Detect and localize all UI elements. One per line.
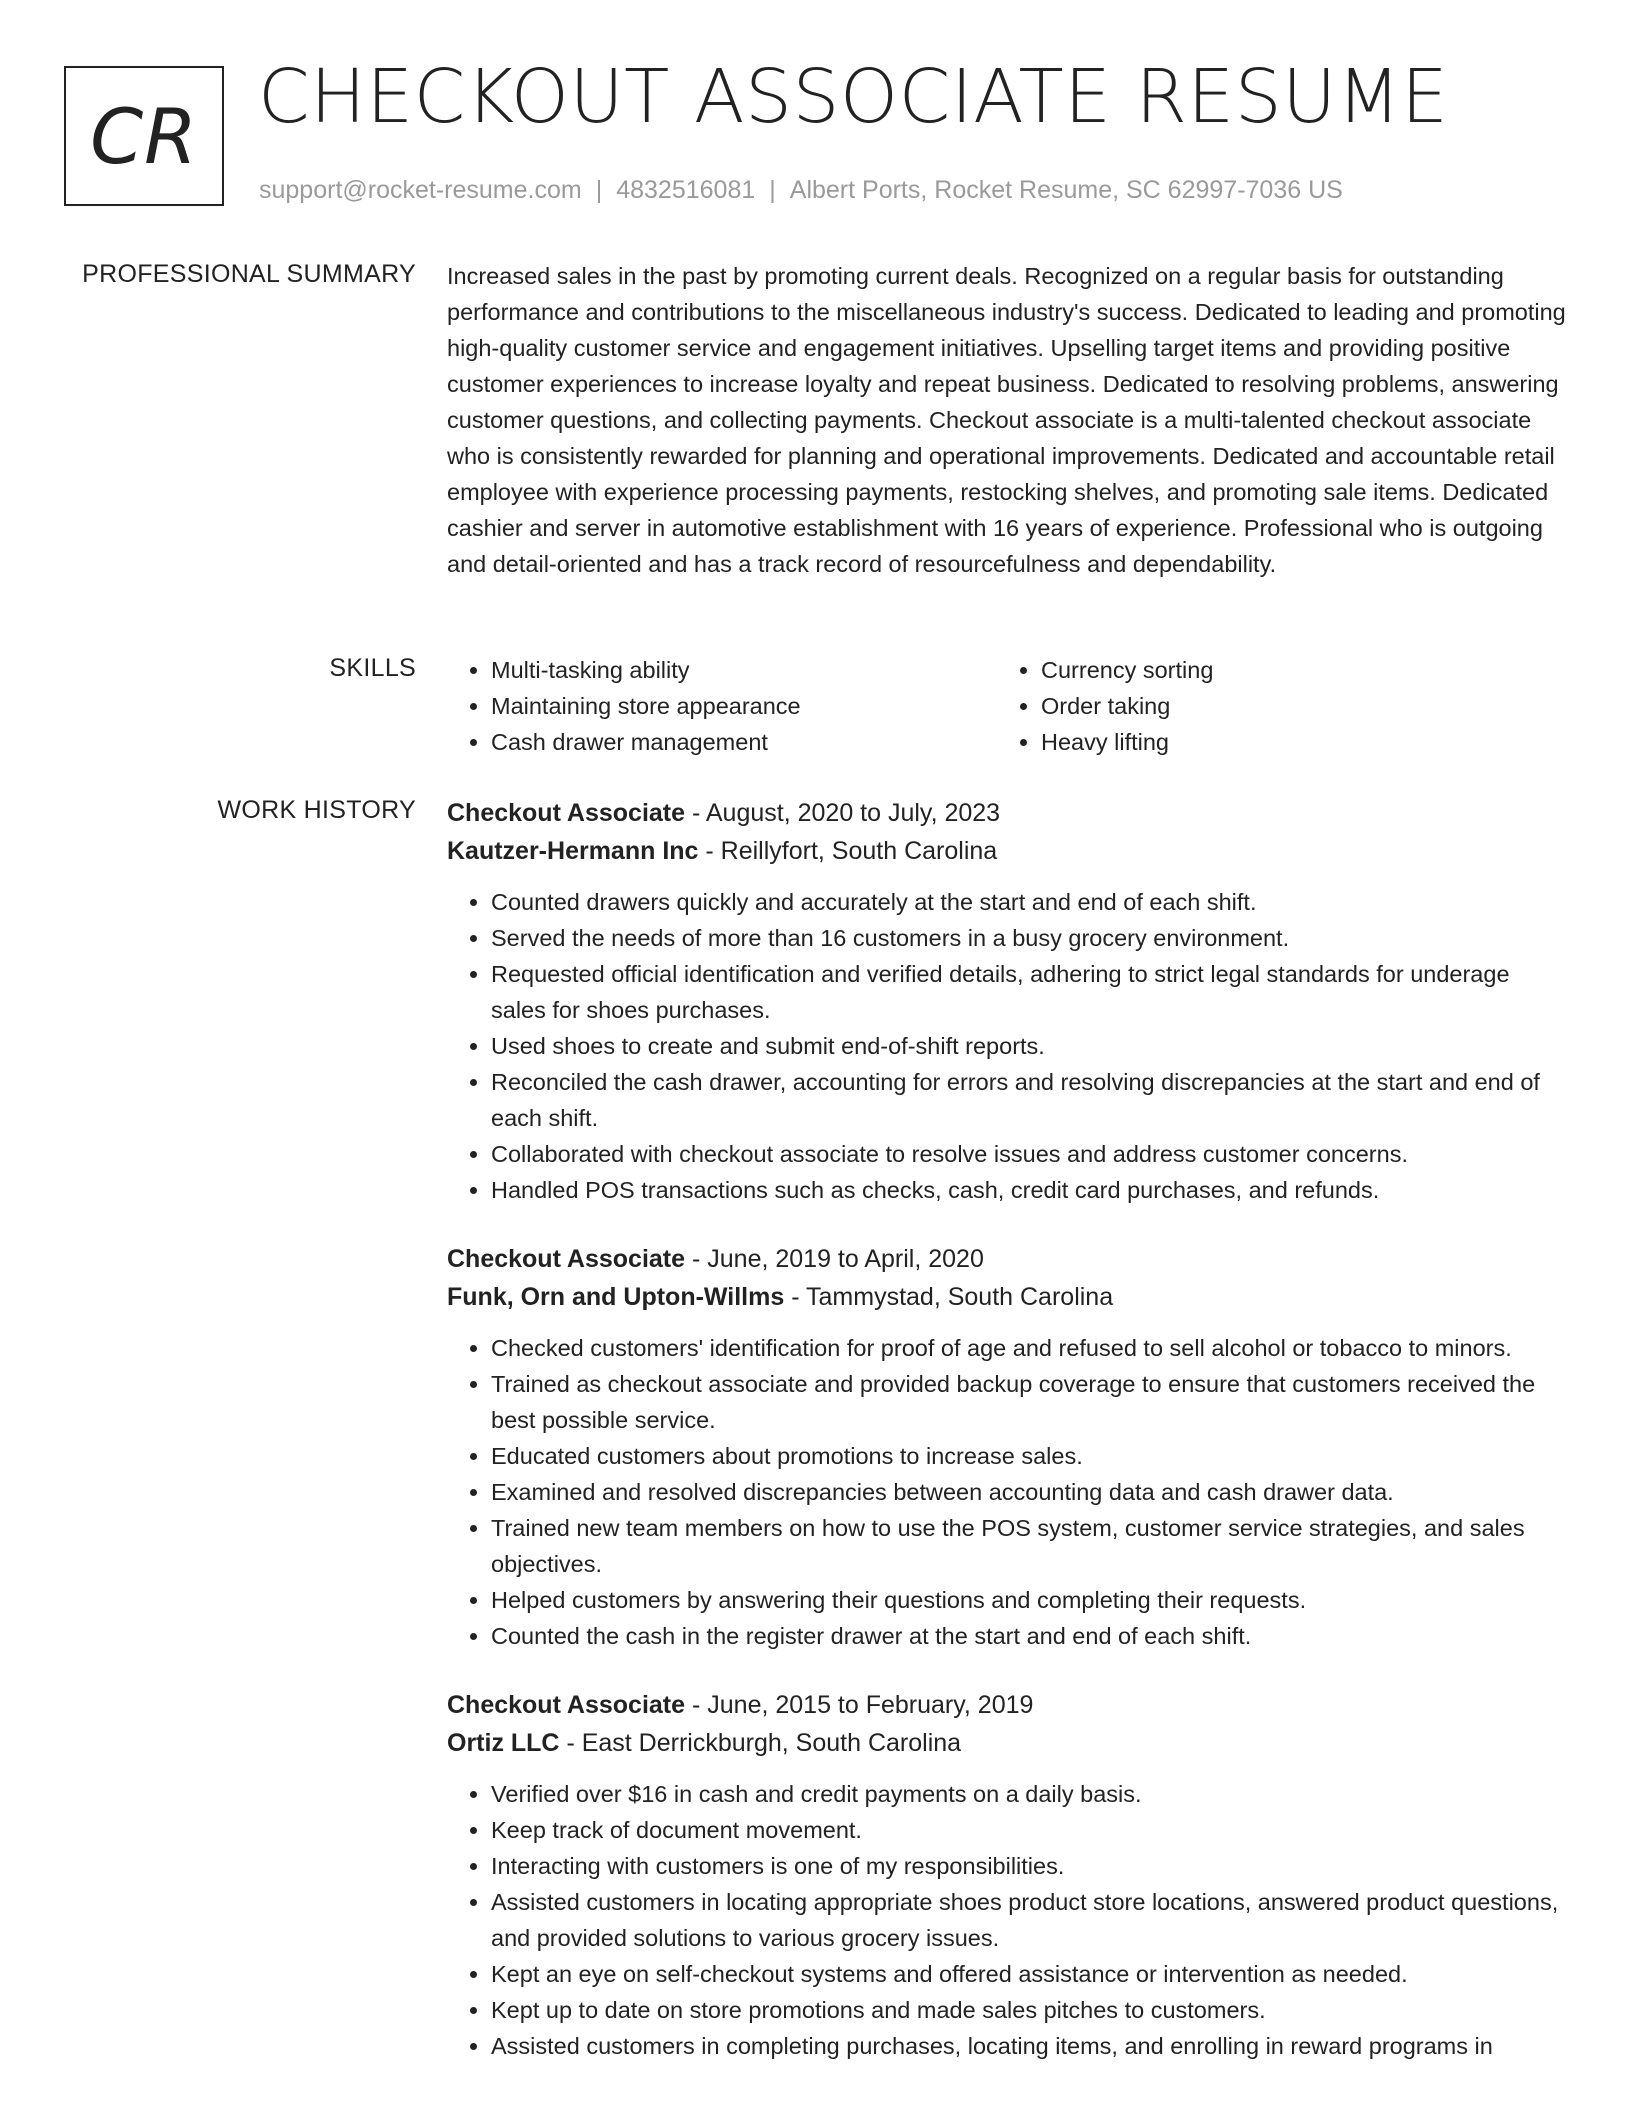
job-bullet: • Reconciled the cash drawer, accounting for errors and resolving discrepancies at the start and end of each shift. [491, 1064, 1567, 1136]
resume-title: CHECKOUT ASSOCIATE RESUME [258, 54, 1449, 140]
job-bullet: • Assisted customers in locating appropriate shoes product store locations, answered product questions, and provided solutions to various grocery issues. [491, 1884, 1567, 1956]
job-bullet: • Collaborated with checkout associate to resolve issues and address customer concerns. [491, 1136, 1567, 1172]
job-dates: - August, 2020 to July, 2023 [685, 799, 1001, 827]
contact-email[interactable]: support@rocket-resume.com [259, 176, 582, 204]
job-bullet: • Trained as checkout associate and provided backup coverage to ensure that customers received the best possible service. [491, 1366, 1567, 1438]
job-bullet: • Assisted customers in completing purchases, locating items, and enrolling in reward programs in [491, 2028, 1567, 2064]
job-entry [447, 1686, 1567, 2064]
job-bullet-list [447, 884, 1567, 1208]
job-company: Ortiz LLC [447, 1729, 560, 1757]
job-title: Checkout Associate [447, 1245, 686, 1273]
skill-item: • Cash drawer management [491, 724, 997, 760]
job-dates: - June, 2015 to February, 2019 [685, 1691, 1034, 1719]
job-company-line [447, 1724, 1567, 1762]
job-company: Funk, Orn and Upton-Willms [447, 1283, 785, 1311]
skill-item: • Heavy lifting [1041, 724, 1547, 760]
job-bullet: • Requested official identification and verified details, adhering to strict legal standards for underage sales for shoes purchases. [491, 956, 1567, 1028]
job-location: - Tammystad, South Carolina [784, 1283, 1114, 1311]
work-history-body [447, 794, 1567, 2096]
skills-body [447, 652, 1567, 760]
job-bullet: • Counted drawers quickly and accurately at the start and end of each shift. [491, 884, 1567, 920]
summary-heading: PROFESSIONAL SUMMARY [82, 260, 416, 288]
job-title: Checkout Associate [447, 1691, 686, 1719]
skill-item: • Maintaining store appearance [491, 688, 997, 724]
job-bullet: • Kept an eye on self-checkout systems and offered assistance or intervention as needed. [491, 1956, 1567, 1992]
job-bullet: • Educated customers about promotions to increase sales. [491, 1438, 1567, 1474]
job-company: Kautzer-Hermann Inc [447, 837, 699, 865]
job-bullet: • Checked customers' identification for proof of age and refused to sell alcohol or tobacco to minors. [491, 1330, 1567, 1366]
monogram-box [64, 66, 224, 206]
job-title: Checkout Associate [447, 799, 686, 827]
job-company-line [447, 832, 1567, 870]
skills-column-2 [997, 652, 1547, 760]
job-bullet: • Interacting with customers is one of my responsibilities. [491, 1848, 1567, 1884]
job-location: - Reillyfort, South Carolina [698, 837, 998, 865]
job-bullet: • Used shoes to create and submit end-of-shift reports. [491, 1028, 1567, 1064]
skill-item: • Multi-tasking ability [491, 652, 997, 688]
job-bullet: • Helped customers by answering their questions and completing their requests. [491, 1582, 1567, 1618]
job-company-line [447, 1278, 1567, 1316]
job-dates: - June, 2019 to April, 2020 [685, 1245, 984, 1273]
job-title-line [447, 794, 1567, 832]
skill-item: • Order taking [1041, 688, 1547, 724]
contact-phone[interactable]: 4832516081 [616, 176, 756, 204]
job-location: - East Derrickburgh, South Carolina [559, 1729, 962, 1757]
contact-line [259, 176, 1343, 205]
contact-separator: | [769, 176, 776, 204]
job-title-line [447, 1686, 1567, 1724]
contact-separator: | [595, 176, 603, 204]
job-bullet: • Trained new team members on how to use the POS system, customer service strategies, and sales objectives. [491, 1510, 1567, 1582]
job-title-line [447, 1240, 1567, 1278]
job-bullet: • Served the needs of more than 16 customers in a busy grocery environment. [491, 920, 1567, 956]
skill-item: • Currency sorting [1041, 652, 1547, 688]
job-bullet-list [447, 1776, 1567, 2064]
skills-column-1 [447, 652, 997, 760]
skills-heading: SKILLS [329, 654, 416, 682]
monogram-initials: CR [90, 91, 198, 181]
contact-address: Albert Ports, Rocket Resume, SC 62997-7036 US [789, 176, 1343, 204]
skills-grid [447, 652, 1567, 760]
job-bullet: • Handled POS transactions such as checks, cash, credit card purchases, and refunds. [491, 1172, 1567, 1208]
job-bullet: • Kept up to date on store promotions and made sales pitches to customers. [491, 1992, 1567, 2028]
summary-body [447, 258, 1567, 582]
job-bullet: • Examined and resolved discrepancies between accounting data and cash drawer data. [491, 1474, 1567, 1510]
job-entry [447, 794, 1567, 1208]
job-entry [447, 1240, 1567, 1654]
summary-text: Increased sales in the past by promoting current deals. Recognized on a regular basis for outstanding performance and contributions to the miscellaneous industry's success. Dedicated to leading and promoting high-quality customer service and engagement initiatives. Upselling target items and providing positive customer experiences to increase loyalty and repeat business. Dedicated to resolving problems, answering customer questions, and collecting payments. Checkout associate is a multi-talented checkout associate who is consistently rewarded for planning and operational improvements. Dedicated and accountable retail employee with experience processing payments, restocking shelves, and promoting sale items. Dedicated cashier and server in automotive establishment with 16 years of experience. Professional who is outgoing and detail-oriented and has a track record of resourcefulness and dependability. [447, 263, 1566, 577]
job-bullet: • Verified over $16 in cash and credit payments on a daily basis. [491, 1776, 1567, 1812]
job-bullet: • Keep track of document movement. [491, 1812, 1567, 1848]
work-history-heading: WORK HISTORY [217, 796, 416, 824]
job-bullet-list [447, 1330, 1567, 1654]
job-bullet: • Counted the cash in the register drawer at the start and end of each shift. [491, 1618, 1567, 1654]
